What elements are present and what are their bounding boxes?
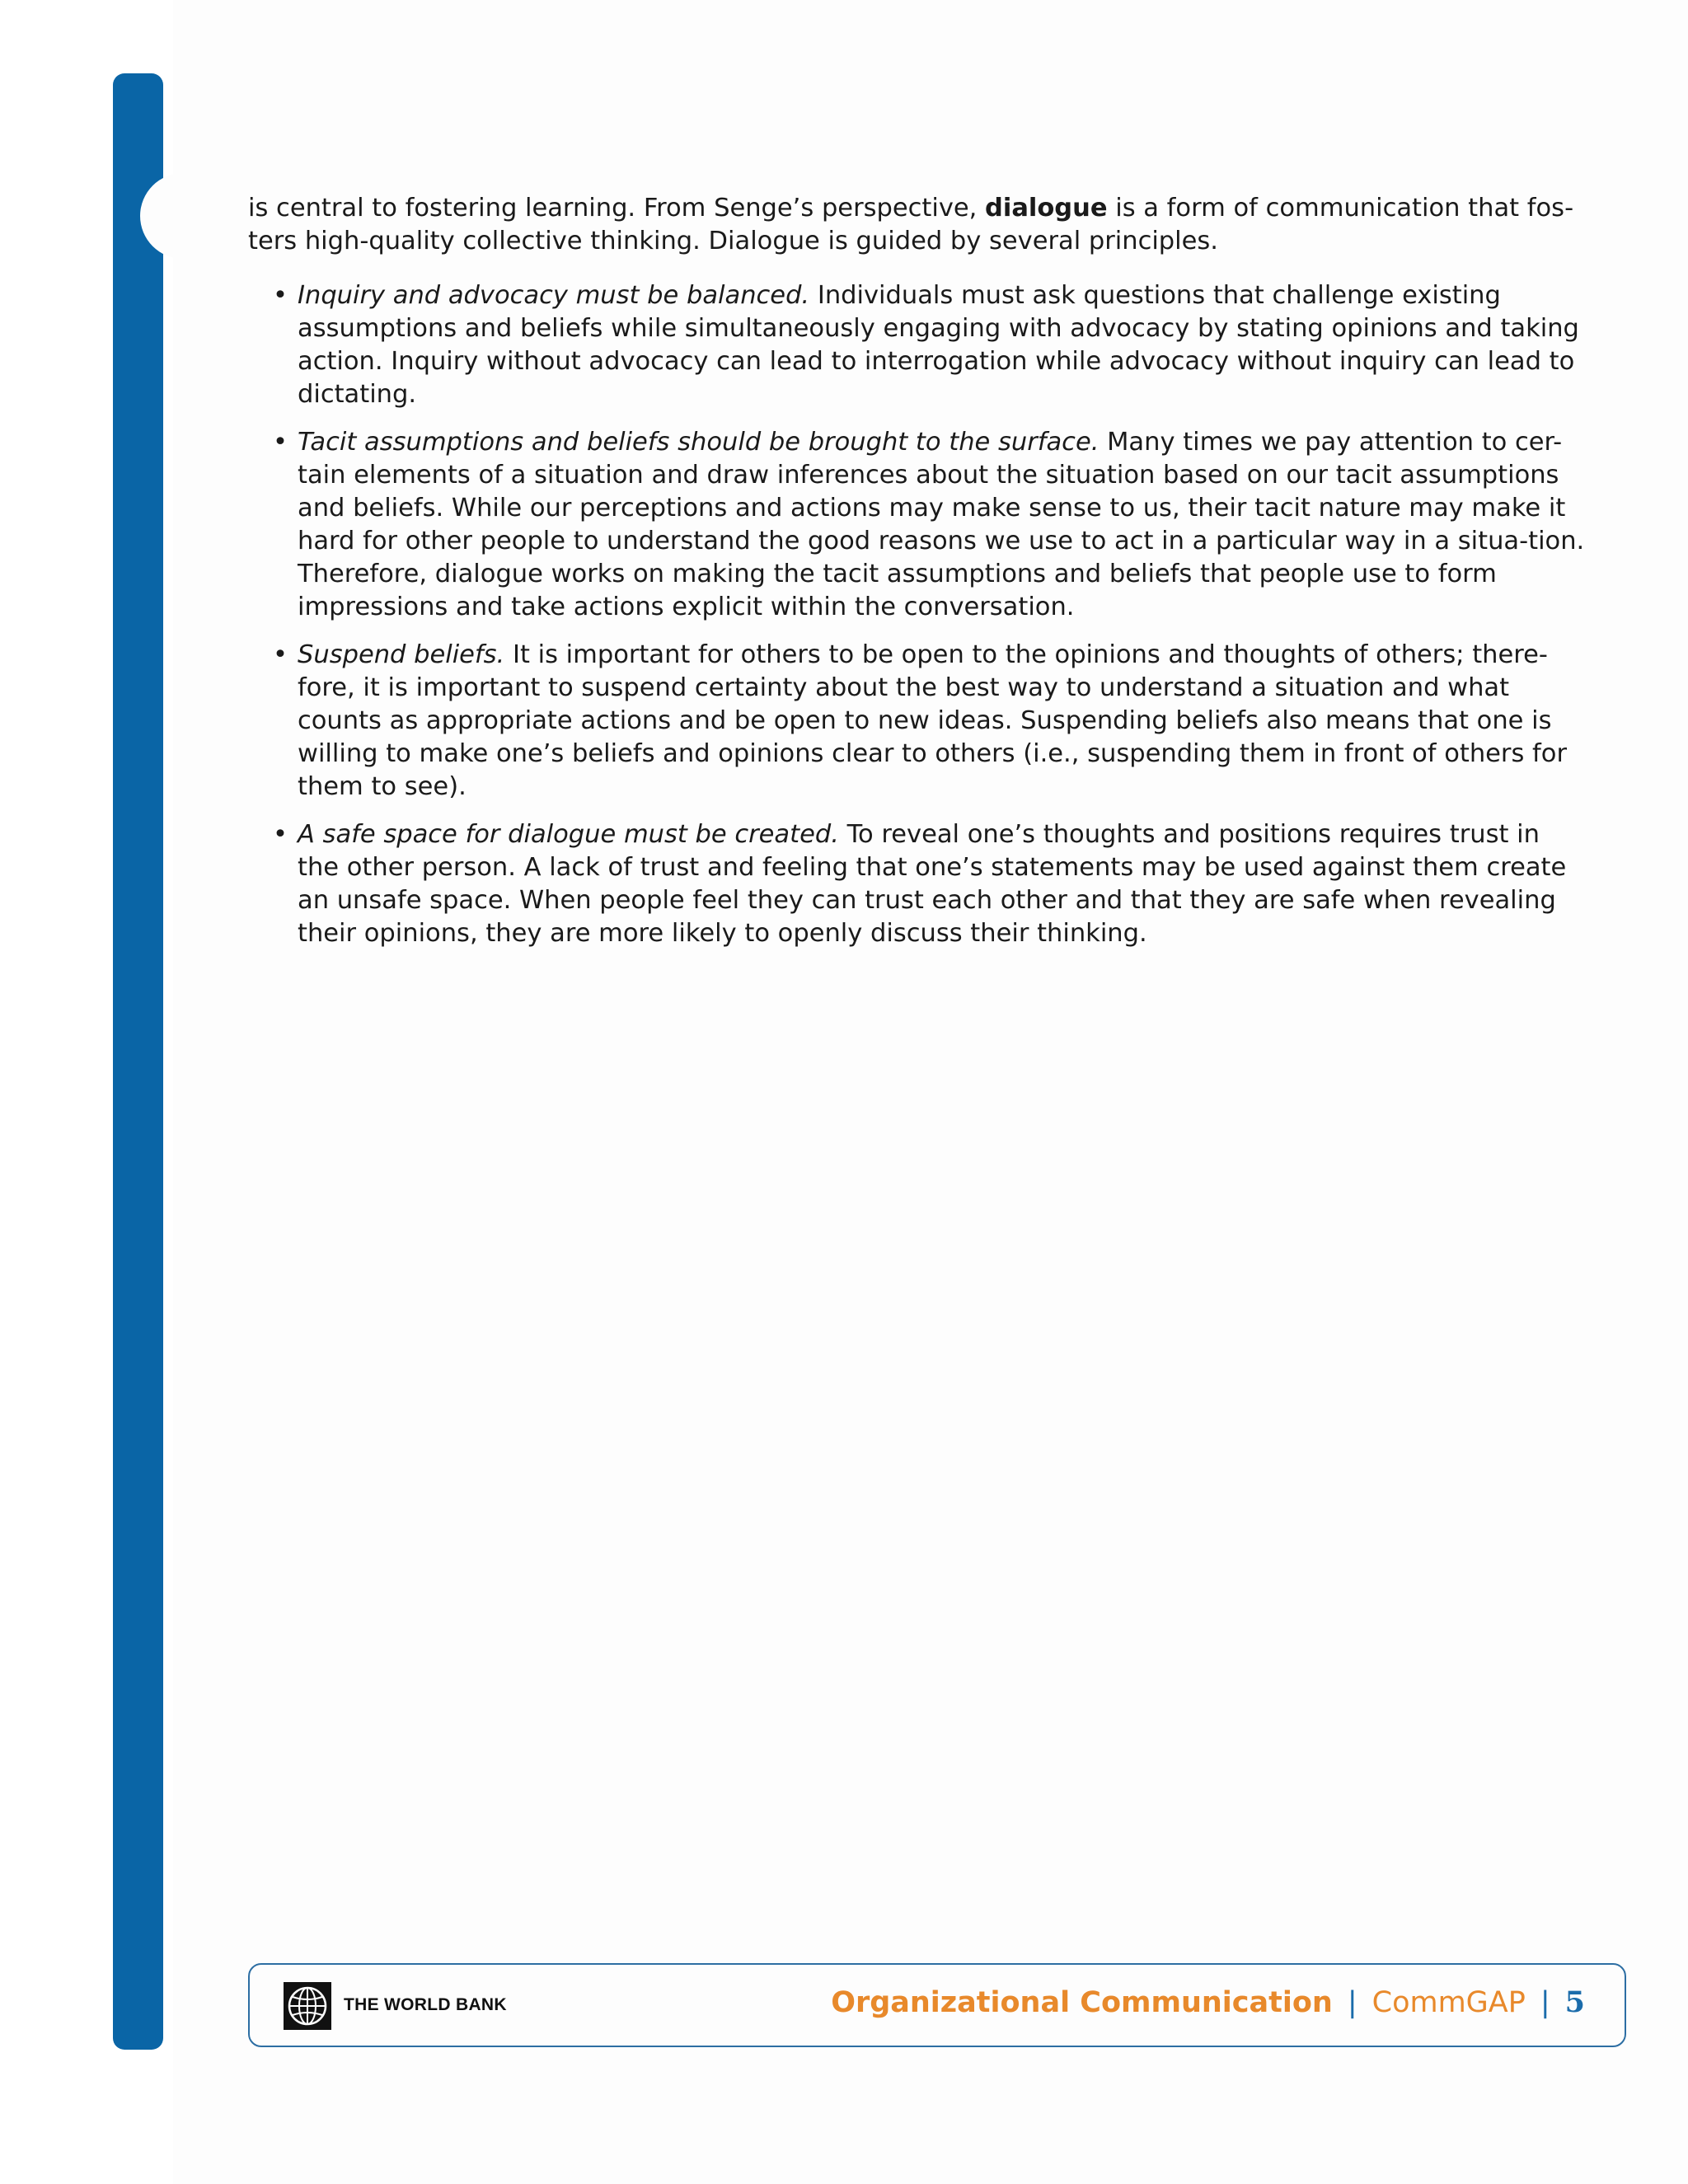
sidebar-accent-bar bbox=[113, 73, 163, 2050]
footer-separator: | bbox=[1347, 1986, 1357, 2019]
sidebar-notch bbox=[140, 173, 226, 259]
list-item-lead: Inquiry and advocacy must be balanced. bbox=[298, 281, 810, 310]
principles-list bbox=[248, 279, 1587, 950]
list-item-text: Individuals must ask questions that challenge existing assumptions and beliefs while simultaneously engaging with advocacy by stating opinions and taking action. Inquiry without advocacy can lead to interrogation while advocacy without inquiry can lead to dictating. bbox=[298, 281, 1579, 409]
bullet-glyph: • bbox=[273, 428, 288, 457]
footer-title: Organizational Communication bbox=[831, 1986, 1333, 2019]
list-item bbox=[248, 279, 1587, 411]
list-item-text: To reveal one’s thoughts and positions requires trust in the other person. A lack of trust and feeling that one’s statements may be used against them create an unsafe space. When people feel they can trust each other and that they are safe when revealing their opinions, they are more likely to openly discuss their thinking. bbox=[298, 820, 1567, 948]
intro-bold-term: dialogue bbox=[985, 194, 1108, 223]
list-item-text: Many times we pay attention to cer-tain elements of a situation and draw inferences about the situation based on our tacit assumptions and beliefs. While our perceptions and actions may make sense to us, their tacit nature may make it hard for other people to understand the good reasons we use to act in a particular way in a situa-tion. Therefore, dialogue works on making the tacit assumptions and beliefs that people use to form impressions and take actions explicit within the conversation. bbox=[298, 428, 1585, 621]
list-item bbox=[248, 426, 1587, 624]
intro-paragraph bbox=[248, 192, 1587, 258]
bullet-glyph: • bbox=[273, 640, 288, 669]
bullet-glyph: • bbox=[273, 281, 288, 310]
body-text bbox=[248, 192, 1587, 965]
intro-text-after: is a form of communication that fos-ters high-quality collective thinking. Dialogue is guided by several principles. bbox=[248, 194, 1574, 255]
footer-separator: | bbox=[1540, 1986, 1550, 2019]
page-number: 5 bbox=[1564, 1985, 1585, 2019]
footer-running-title bbox=[831, 1983, 1585, 2022]
list-item-lead: A safe space for dialogue must be created. bbox=[298, 820, 839, 849]
world-bank-logo-text: THE WORLD BANK bbox=[344, 1995, 507, 2014]
intro-text-before: is central to fostering learning. From Senge’s perspective, bbox=[248, 194, 986, 223]
footer-brand: CommGAP bbox=[1372, 1986, 1526, 2019]
list-item-lead: Suspend beliefs. bbox=[298, 640, 505, 669]
bullet-glyph: • bbox=[273, 820, 288, 849]
list-item bbox=[248, 818, 1587, 950]
world-bank-globe-icon bbox=[284, 1982, 331, 2030]
list-item bbox=[248, 639, 1587, 804]
list-item-text: It is important for others to be open to the opinions and thoughts of others; there-fore, it is important to suspend certainty about the best way to understand a situation and what counts as appropriate actions and be open to new ideas. Suspending beliefs also means that one is willing to make one’s beliefs and opinions clear to others (i.e., suspending them in front of others for them to see). bbox=[298, 640, 1567, 801]
list-item-lead: Tacit assumptions and beliefs should be brought to the surface. bbox=[298, 428, 1100, 457]
